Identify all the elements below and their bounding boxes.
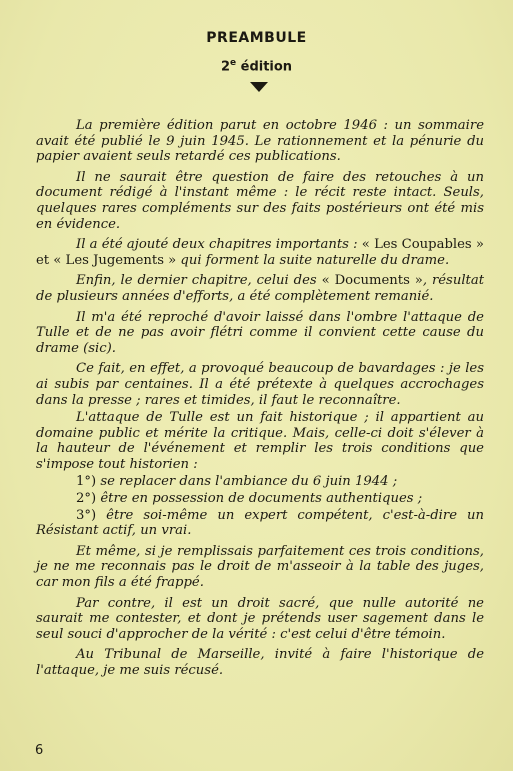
- paragraph: L'attaque de Tulle est un fait historique ; il appartient au domaine public et mérite la critique. Mais, celle-ci doit s'élever à la hauteur de l'événement et remplir les trois conditions que s'impose tout historien :: [36, 410, 484, 472]
- page-number: 6: [35, 743, 44, 758]
- paragraph: Et même, si je remplissais parfaitement ces trois conditions, je ne me reconnais pas le droit de m'asseoir à la table des juges, car mon fils a été frappé.: [36, 543, 484, 591]
- edition-label: [0, 58, 513, 74]
- paragraph: Par contre, il est un droit sacré, que nulle autorité ne saurait me contester, et dont je prétends user sagement dans le seul souci d'approcher de la vérité : c'est celui d'être témoin.: [36, 595, 484, 642]
- body-text: [36, 118, 484, 684]
- condition-item: 3°) être soi-même un expert compétent, c'est-à-dire un Résistant actif, un vrai.: [36, 507, 484, 539]
- edition-word: édition: [240, 59, 293, 75]
- paragraph: Il ne saurait être question de faire des retouches à un document rédigé à l'instant même : le récit reste intact. Seuls, quelques rares compléments sur des faits postérieurs ont été mis en évidence.: [36, 169, 484, 232]
- paragraph: Il m'a été reproché d'avoir laissé dans l'ombre l'attaque de Tulle et de ne pas avoir flétri comme il convient cette cause du drame (sic).: [36, 309, 484, 356]
- paragraph: Il a été ajouté deux chapitres importants : « Les Coupables » et « Les Jugements » qui forment la suite naturelle du drame.: [36, 237, 484, 268]
- paragraph: La première édition parut en octobre 1946 : un sommaire avait été publié le 9 juin 1945. Le rationnement et la pénurie du papier avaient seuls retardé ces publications.: [36, 118, 484, 165]
- page-title: PREAMBULE: [206, 30, 307, 46]
- paragraph: Enfin, le dernier chapitre, celui des « Documents », résultat de plusieurs années d'efforts, a été complètement remanié.: [36, 273, 484, 304]
- condition-item: 2°) être en possession de documents authentiques ;: [76, 491, 423, 507]
- edition-suffix: e: [229, 58, 237, 68]
- edition-number: 2: [220, 59, 230, 75]
- paragraph: Ce fait, en effet, a provoqué beaucoup de bavardages : je les ai subis par centaines. Il a été prétexte à quelques accrochages dans la presse ; rares et timides, il faut le reconnaître.: [36, 361, 484, 408]
- paragraph: Au Tribunal de Marseille, invité à faire l'historique de l'attaque, je me suis récusé.: [36, 647, 484, 678]
- down-triangle-icon: [250, 82, 268, 92]
- condition-item: 1°) se replacer dans l'ambiance du 6 juin 1944 ;: [76, 474, 398, 490]
